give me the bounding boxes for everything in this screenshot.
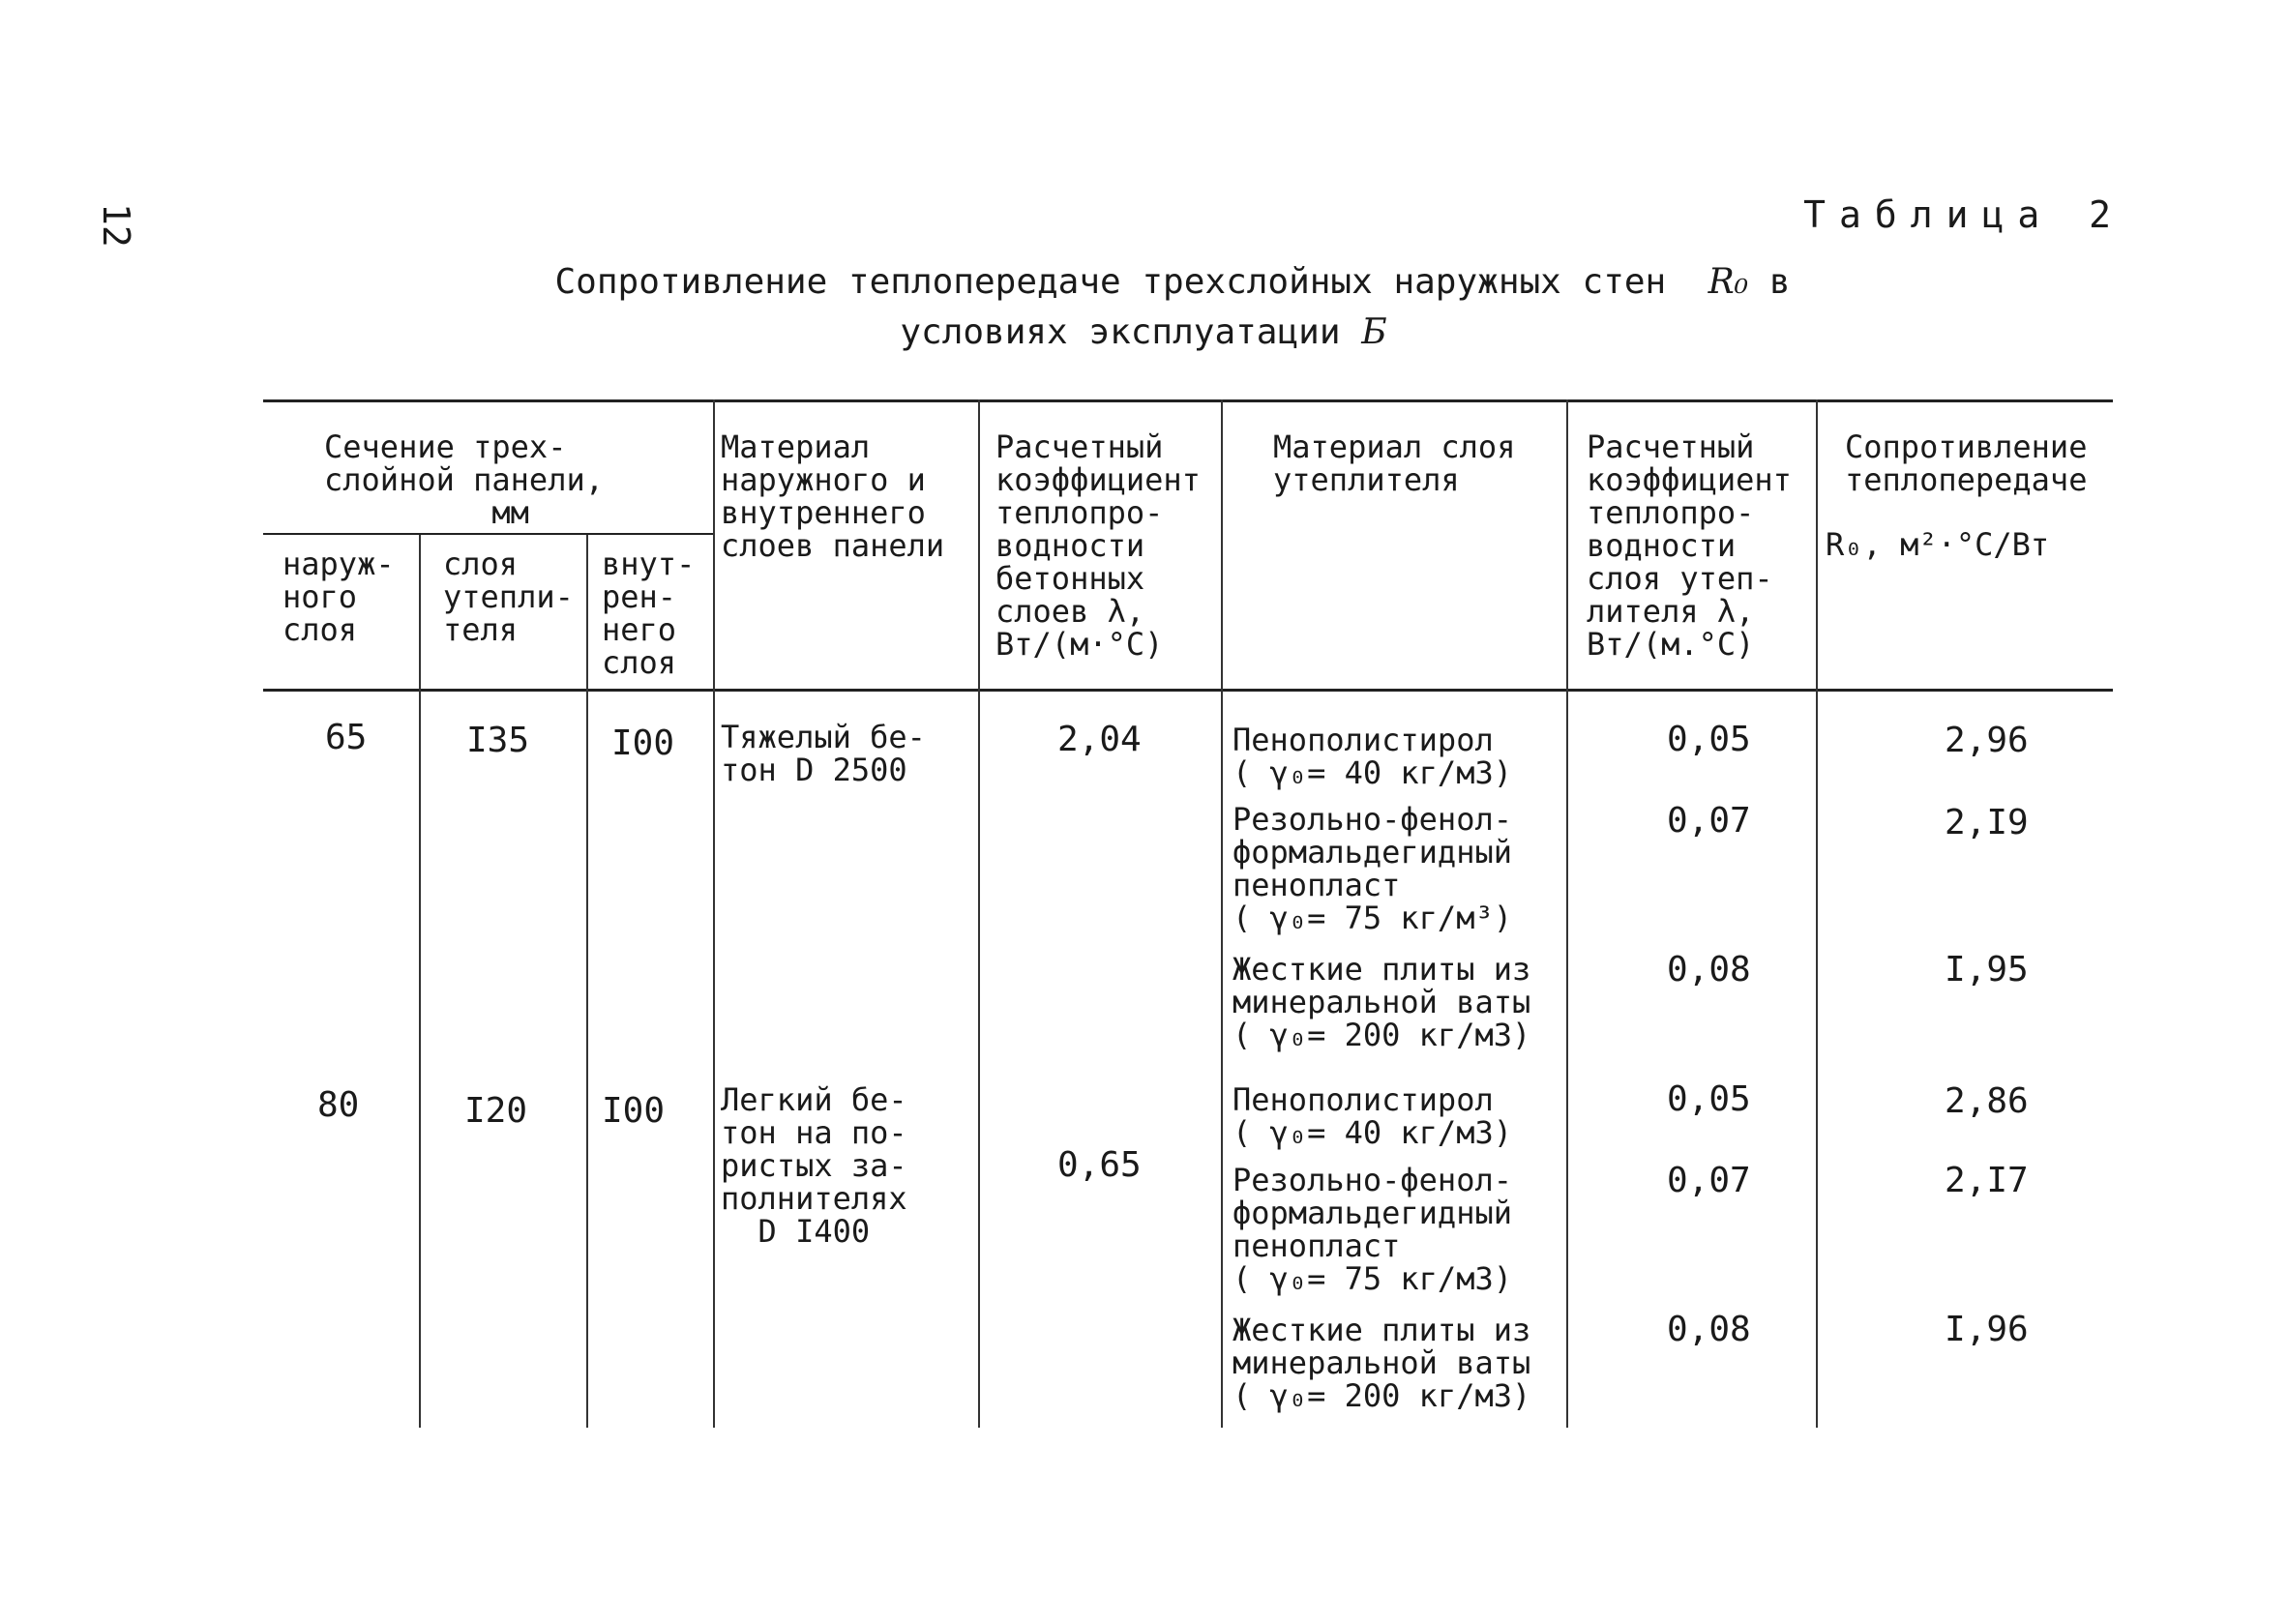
insulation-material: Пенополистирол ( γ₀= 40 кг/м3) xyxy=(1233,1081,1512,1151)
table-top-rule xyxy=(263,399,2113,402)
insulation-material: Жесткие плиты из минеральной ваты ( γ₀= 200 кг/м3) xyxy=(1233,1312,1531,1414)
resistance-value: 2,96 xyxy=(1945,721,2029,760)
insulation-thickness: I35 xyxy=(466,721,530,760)
insulation-lambda: 0,08 xyxy=(1667,1310,1751,1349)
outer-thickness: 80 xyxy=(317,1085,360,1125)
table-title-line2 xyxy=(0,308,2287,358)
insulation-material: Пенополистирол ( γ₀= 40 кг/м3) xyxy=(1233,722,1512,791)
header-section: Сечение трех- слойной панели, мм xyxy=(324,428,604,531)
insulation-material: Резольно-фенол- формальдегидный пенопласт ( γ₀= 75 кг/м3) xyxy=(1233,1162,1512,1297)
title-text: Сопротивление теплопередаче трехслойных наружных стен xyxy=(554,262,1667,302)
panel-material: Тяжелый бе- тон D 2500 xyxy=(721,719,926,788)
title-symbol: R₀ xyxy=(1708,262,1749,302)
panel-material: Легкий бе- тон на по- ристых за- полнителях D I400 xyxy=(721,1081,907,1250)
resistance-value: I,95 xyxy=(1945,950,2029,989)
header-resistance-units: R₀, м²·°С/Вт xyxy=(1826,526,2050,563)
col-divider xyxy=(586,535,588,1428)
table-label: Таблица 2 xyxy=(1803,193,2124,236)
resistance-value: I,96 xyxy=(1945,1310,2029,1349)
resistance-value: 2,I9 xyxy=(1945,803,2029,842)
header-insulation-conductivity: Расчетный коэффициент теплопро- водности слоя утеп- лителя λ, Вт/(м.°С) xyxy=(1587,428,1792,663)
header-insulation-layer: слоя утепли- теля xyxy=(443,546,574,648)
insulation-lambda: 0,05 xyxy=(1667,720,1751,759)
outer-thickness: 65 xyxy=(325,718,368,757)
header-panel-material: Материал наружного и внутреннего слоев панели xyxy=(721,428,945,564)
col-divider xyxy=(978,399,980,1428)
concrete-lambda: 2,04 xyxy=(1057,720,1142,759)
title-symbol-2: Б xyxy=(1361,312,1387,352)
inner-thickness: I00 xyxy=(611,723,675,763)
header-concrete-conductivity: Расчетный коэффициент теплопро- водности бетонных слоев λ, Вт/(м·°С) xyxy=(995,428,1201,663)
inner-thickness: I00 xyxy=(602,1091,666,1131)
concrete-lambda: 0,65 xyxy=(1057,1145,1142,1185)
title-text-2: условиях эксплуатации xyxy=(900,312,1341,352)
col-divider xyxy=(713,399,715,1428)
insulation-lambda: 0,05 xyxy=(1667,1079,1751,1119)
header-inner-layer: внут- рен- него слоя xyxy=(602,546,696,681)
col-divider xyxy=(1566,399,1568,1428)
insulation-lambda: 0,08 xyxy=(1667,950,1751,989)
col-divider xyxy=(1816,399,1818,1428)
title-end: в xyxy=(1768,262,1791,302)
section-subheader-rule xyxy=(263,533,714,535)
header-insulation-material: Материал слоя утеплителя xyxy=(1273,428,1516,498)
insulation-lambda: 0,07 xyxy=(1667,1161,1751,1200)
page-number: 12 xyxy=(95,203,137,248)
header-outer-layer: наруж- ного слоя xyxy=(282,546,395,648)
insulation-material: Резольно-фенол- формальдегидный пенопласт ( γ₀= 75 кг/м³) xyxy=(1233,801,1512,936)
col-divider xyxy=(419,535,421,1428)
insulation-lambda: 0,07 xyxy=(1667,801,1751,841)
resistance-value: 2,I7 xyxy=(1945,1161,2029,1200)
header-resistance: Сопротивление теплопередаче xyxy=(1845,428,2088,498)
insulation-material: Жесткие плиты из минеральной ваты ( γ₀= 200 кг/м3) xyxy=(1233,951,1531,1053)
insulation-thickness: I20 xyxy=(464,1091,528,1131)
resistance-value: 2,86 xyxy=(1945,1081,2029,1121)
col-divider xyxy=(1221,399,1223,1428)
header-bottom-rule xyxy=(263,689,2113,692)
table-title-line1 xyxy=(0,257,2287,308)
